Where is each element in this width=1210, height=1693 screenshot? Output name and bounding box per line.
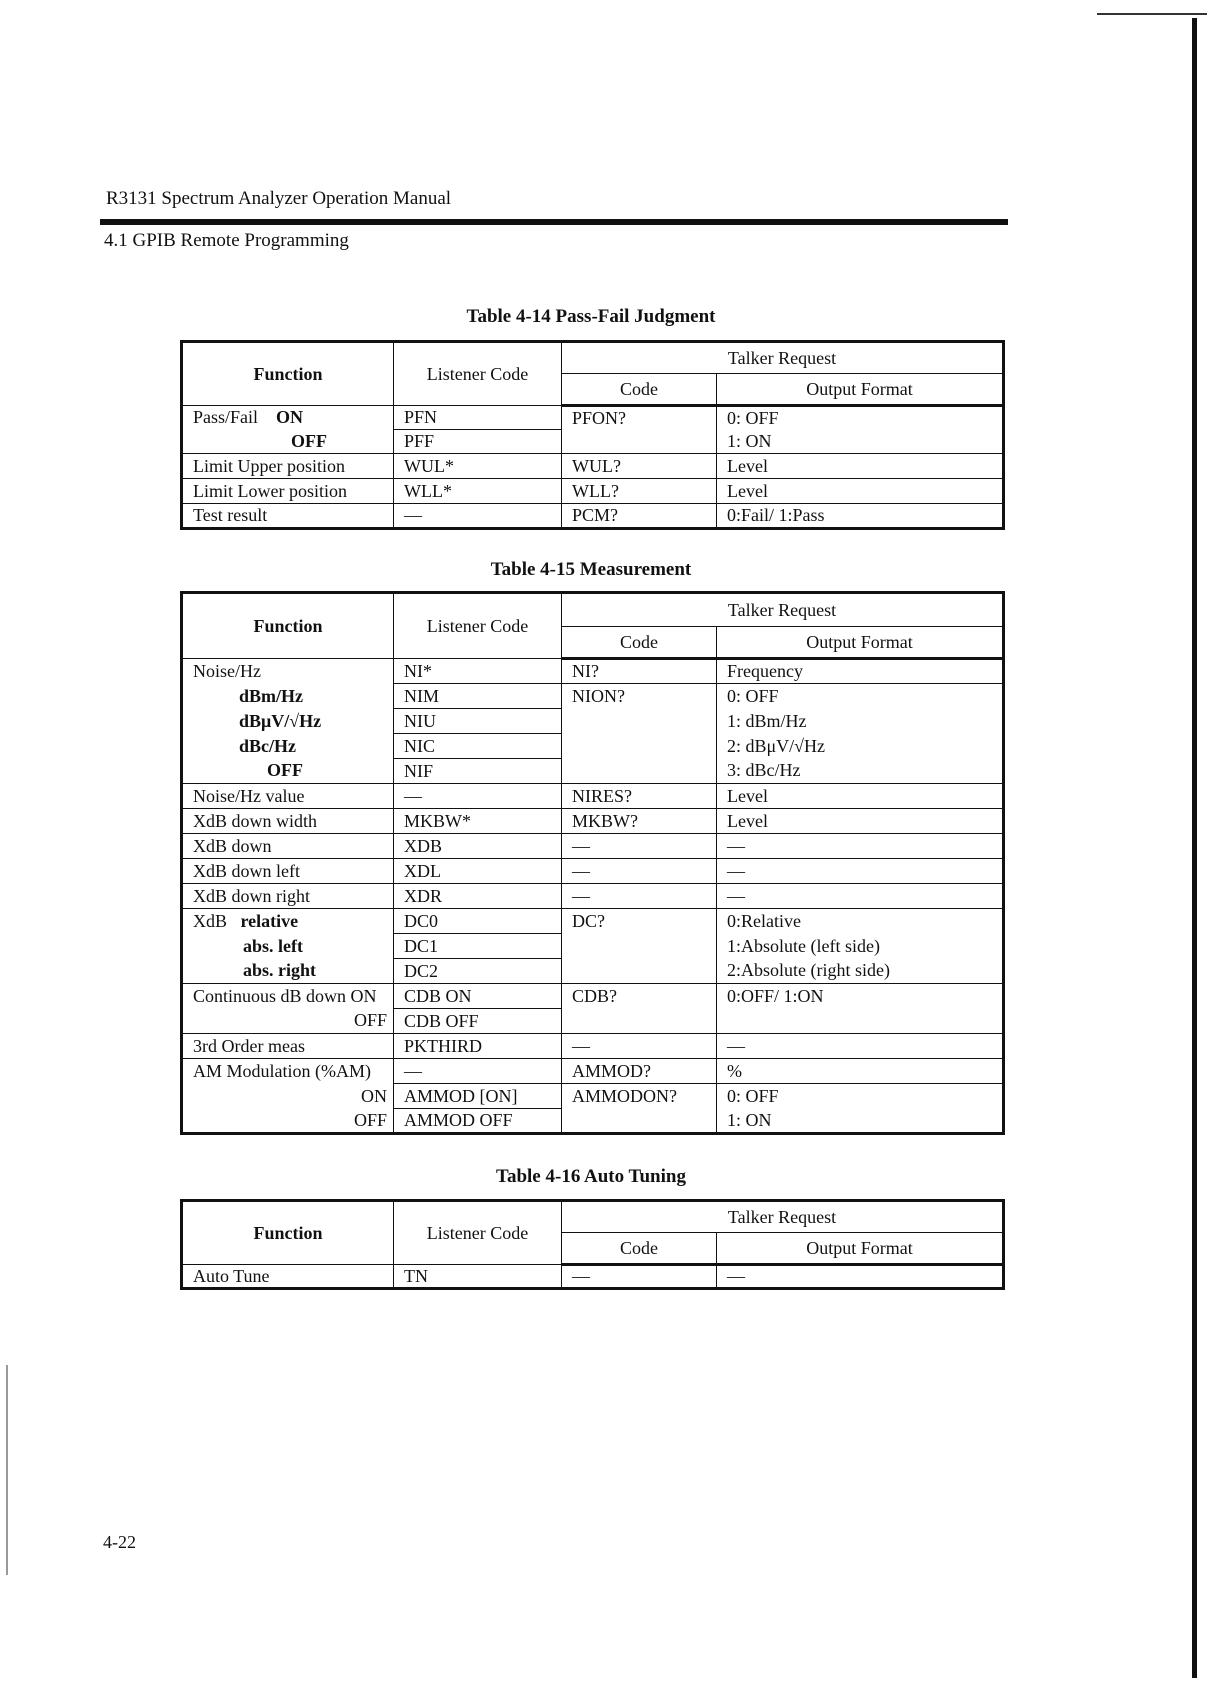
function-cell: OFF [182, 1009, 394, 1034]
code-cell: — [562, 834, 717, 859]
listener-cell: DC2 [394, 959, 562, 984]
listener-cell: DC1 [394, 934, 562, 959]
output-cell: 0: OFF [717, 684, 1004, 709]
code-cell [562, 934, 717, 959]
output-cell: 1: dBm/Hz [717, 709, 1004, 734]
output-cell: — [717, 834, 1004, 859]
table-row [182, 1265, 1004, 1289]
function-cell: OFF [182, 1109, 394, 1134]
header-listener-code: Listener Code [394, 342, 562, 406]
output-cell: Level [717, 784, 1004, 809]
function-cell: Test result [182, 504, 394, 529]
code-cell [562, 1109, 717, 1134]
output-cell: Level [717, 809, 1004, 834]
code-cell: NI? [562, 659, 717, 684]
header-function: Function [182, 593, 394, 659]
page-edge-mark [1097, 13, 1207, 15]
table-row [182, 909, 1004, 934]
output-cell: 3: dBc/Hz [717, 759, 1004, 784]
function-cell: Limit Lower position [182, 479, 394, 504]
header-code: Code [562, 1233, 717, 1265]
listener-cell: — [394, 1059, 562, 1084]
output-cell: 0:Relative [717, 909, 1004, 934]
code-cell: WLL? [562, 479, 717, 504]
listener-cell: NIC [394, 734, 562, 759]
code-cell: MKBW? [562, 809, 717, 834]
listener-cell: NIM [394, 684, 562, 709]
table-row [182, 479, 1004, 504]
code-cell: — [562, 1034, 717, 1059]
table-row [182, 504, 1004, 529]
listener-cell: — [394, 784, 562, 809]
listener-cell: WUL* [394, 454, 562, 479]
listener-cell: NI* [394, 659, 562, 684]
header-listener-code: Listener Code [394, 593, 562, 659]
header-rule [100, 219, 1008, 225]
function-cell: ON [182, 1084, 394, 1109]
header-code: Code [562, 627, 717, 659]
listener-cell: — [394, 504, 562, 529]
table-row [182, 1034, 1004, 1059]
page-edge-bar [1192, 18, 1197, 1678]
header-function: Function [182, 1201, 394, 1265]
table-row [182, 984, 1004, 1009]
header-listener-code: Listener Code [394, 1201, 562, 1265]
listener-cell: PKTHIRD [394, 1034, 562, 1059]
output-cell: Level [717, 479, 1004, 504]
table-row [182, 884, 1004, 909]
output-cell: — [717, 1265, 1004, 1289]
table-row [182, 659, 1004, 684]
function-cell: XdB down right [182, 884, 394, 909]
listener-cell: XDB [394, 834, 562, 859]
table-4-15-caption: Table 4-15 Measurement [490, 559, 692, 580]
table-4-14-caption: Table 4-14 Pass-Fail Judgment [466, 306, 716, 327]
output-cell: 1: ON [717, 430, 1004, 454]
output-cell: — [717, 884, 1004, 909]
header-code: Code [562, 374, 717, 406]
code-cell: PFON? [562, 406, 717, 430]
table-4-16-caption: Table 4-16 Auto Tuning [496, 1166, 686, 1187]
listener-cell: TN [394, 1265, 562, 1289]
code-cell [562, 759, 717, 784]
table-row [182, 734, 1004, 759]
function-cell: OFF [182, 759, 394, 784]
output-cell: % [717, 1059, 1004, 1084]
listener-cell: MKBW* [394, 809, 562, 834]
output-cell: 2:Absolute (right side) [717, 959, 1004, 984]
output-cell: 0:OFF/ 1:ON [717, 984, 1004, 1009]
output-cell: 0: OFF [717, 406, 1004, 430]
function-cell: Noise/Hz [182, 659, 394, 684]
table-row [182, 406, 1004, 430]
table-row [182, 784, 1004, 809]
listener-cell: DC0 [394, 909, 562, 934]
listener-cell: CDB OFF [394, 1009, 562, 1034]
code-cell: NION? [562, 684, 717, 709]
table-row [182, 859, 1004, 884]
function-cell: OFF [182, 430, 394, 454]
listener-cell: WLL* [394, 479, 562, 504]
header-output-format: Output Format [717, 374, 1004, 406]
output-cell: Level [717, 454, 1004, 479]
header-output-format: Output Format [717, 627, 1004, 659]
code-cell: PCM? [562, 504, 717, 529]
function-cell: XdB down left [182, 859, 394, 884]
listener-cell: XDR [394, 884, 562, 909]
output-cell: — [717, 1034, 1004, 1059]
function-cell: dBc/Hz [182, 734, 394, 759]
section-title: 4.1 GPIB Remote Programming [104, 230, 349, 251]
listener-cell: PFN [394, 406, 562, 430]
table-row [182, 759, 1004, 784]
header-function: Function [182, 342, 394, 406]
function-cell: XdB down [182, 834, 394, 859]
code-cell [562, 734, 717, 759]
listener-cell: NIF [394, 759, 562, 784]
output-cell: 1: ON [717, 1109, 1004, 1134]
function-cell: dBm/Hz [182, 684, 394, 709]
table-row [182, 430, 1004, 454]
listener-cell: CDB ON [394, 984, 562, 1009]
code-cell: NIRES? [562, 784, 717, 809]
output-cell: 0: OFF [717, 1084, 1004, 1109]
function-cell: abs. left [182, 934, 394, 959]
table-row [182, 1084, 1004, 1109]
code-cell: — [562, 884, 717, 909]
function-cell: XdB down width [182, 809, 394, 834]
function-cell: Auto Tune [182, 1265, 394, 1289]
code-cell [562, 959, 717, 984]
code-cell [562, 709, 717, 734]
output-cell: — [717, 859, 1004, 884]
table-row [182, 454, 1004, 479]
code-cell [562, 1009, 717, 1034]
listener-cell: XDL [394, 859, 562, 884]
listener-cell: AMMOD [ON] [394, 1084, 562, 1109]
table-row [182, 934, 1004, 959]
table-4-15 [180, 591, 1005, 1135]
table-row [182, 959, 1004, 984]
scan-mark [6, 1365, 8, 1575]
code-cell: CDB? [562, 984, 717, 1009]
table-row [182, 1059, 1004, 1084]
function-cell: 3rd Order meas [182, 1034, 394, 1059]
code-cell: AMMOD? [562, 1059, 717, 1084]
code-cell [562, 430, 717, 454]
output-cell: 1:Absolute (left side) [717, 934, 1004, 959]
table-row [182, 1009, 1004, 1034]
table-row [182, 834, 1004, 859]
listener-cell: PFF [394, 430, 562, 454]
code-cell: AMMODON? [562, 1084, 717, 1109]
function-cell: Limit Upper position [182, 454, 394, 479]
function-cell: AM Modulation (%AM) [182, 1059, 394, 1084]
table-row [182, 1109, 1004, 1134]
output-cell: 2: dBμV/√Hz [717, 734, 1004, 759]
code-cell: — [562, 1265, 717, 1289]
function-cell: dBμV/√Hz [182, 709, 394, 734]
table-row [182, 809, 1004, 834]
listener-cell: NIU [394, 709, 562, 734]
manual-title: R3131 Spectrum Analyzer Operation Manual [106, 188, 452, 209]
function-cell: Continuous dB down ON [182, 984, 394, 1009]
output-cell: Frequency [717, 659, 1004, 684]
code-cell: WUL? [562, 454, 717, 479]
function-cell: XdB relative [182, 909, 394, 934]
code-cell: — [562, 859, 717, 884]
table-row [182, 709, 1004, 734]
table-row [182, 684, 1004, 709]
table-4-16 [180, 1199, 1005, 1290]
table-4-14 [180, 340, 1005, 530]
listener-cell: AMMOD OFF [394, 1109, 562, 1134]
header-talker-request: Talker Request [562, 342, 1004, 374]
page-number: 4-22 [103, 1532, 136, 1552]
function-cell: Pass/Fail ON [182, 406, 394, 430]
code-cell: DC? [562, 909, 717, 934]
function-cell: Noise/Hz value [182, 784, 394, 809]
output-cell [717, 1009, 1004, 1034]
header-talker-request: Talker Request [562, 593, 1004, 627]
header-output-format: Output Format [717, 1233, 1004, 1265]
header-talker-request: Talker Request [562, 1201, 1004, 1233]
output-cell: 0:Fail/ 1:Pass [717, 504, 1004, 529]
function-cell: abs. right [182, 959, 394, 984]
